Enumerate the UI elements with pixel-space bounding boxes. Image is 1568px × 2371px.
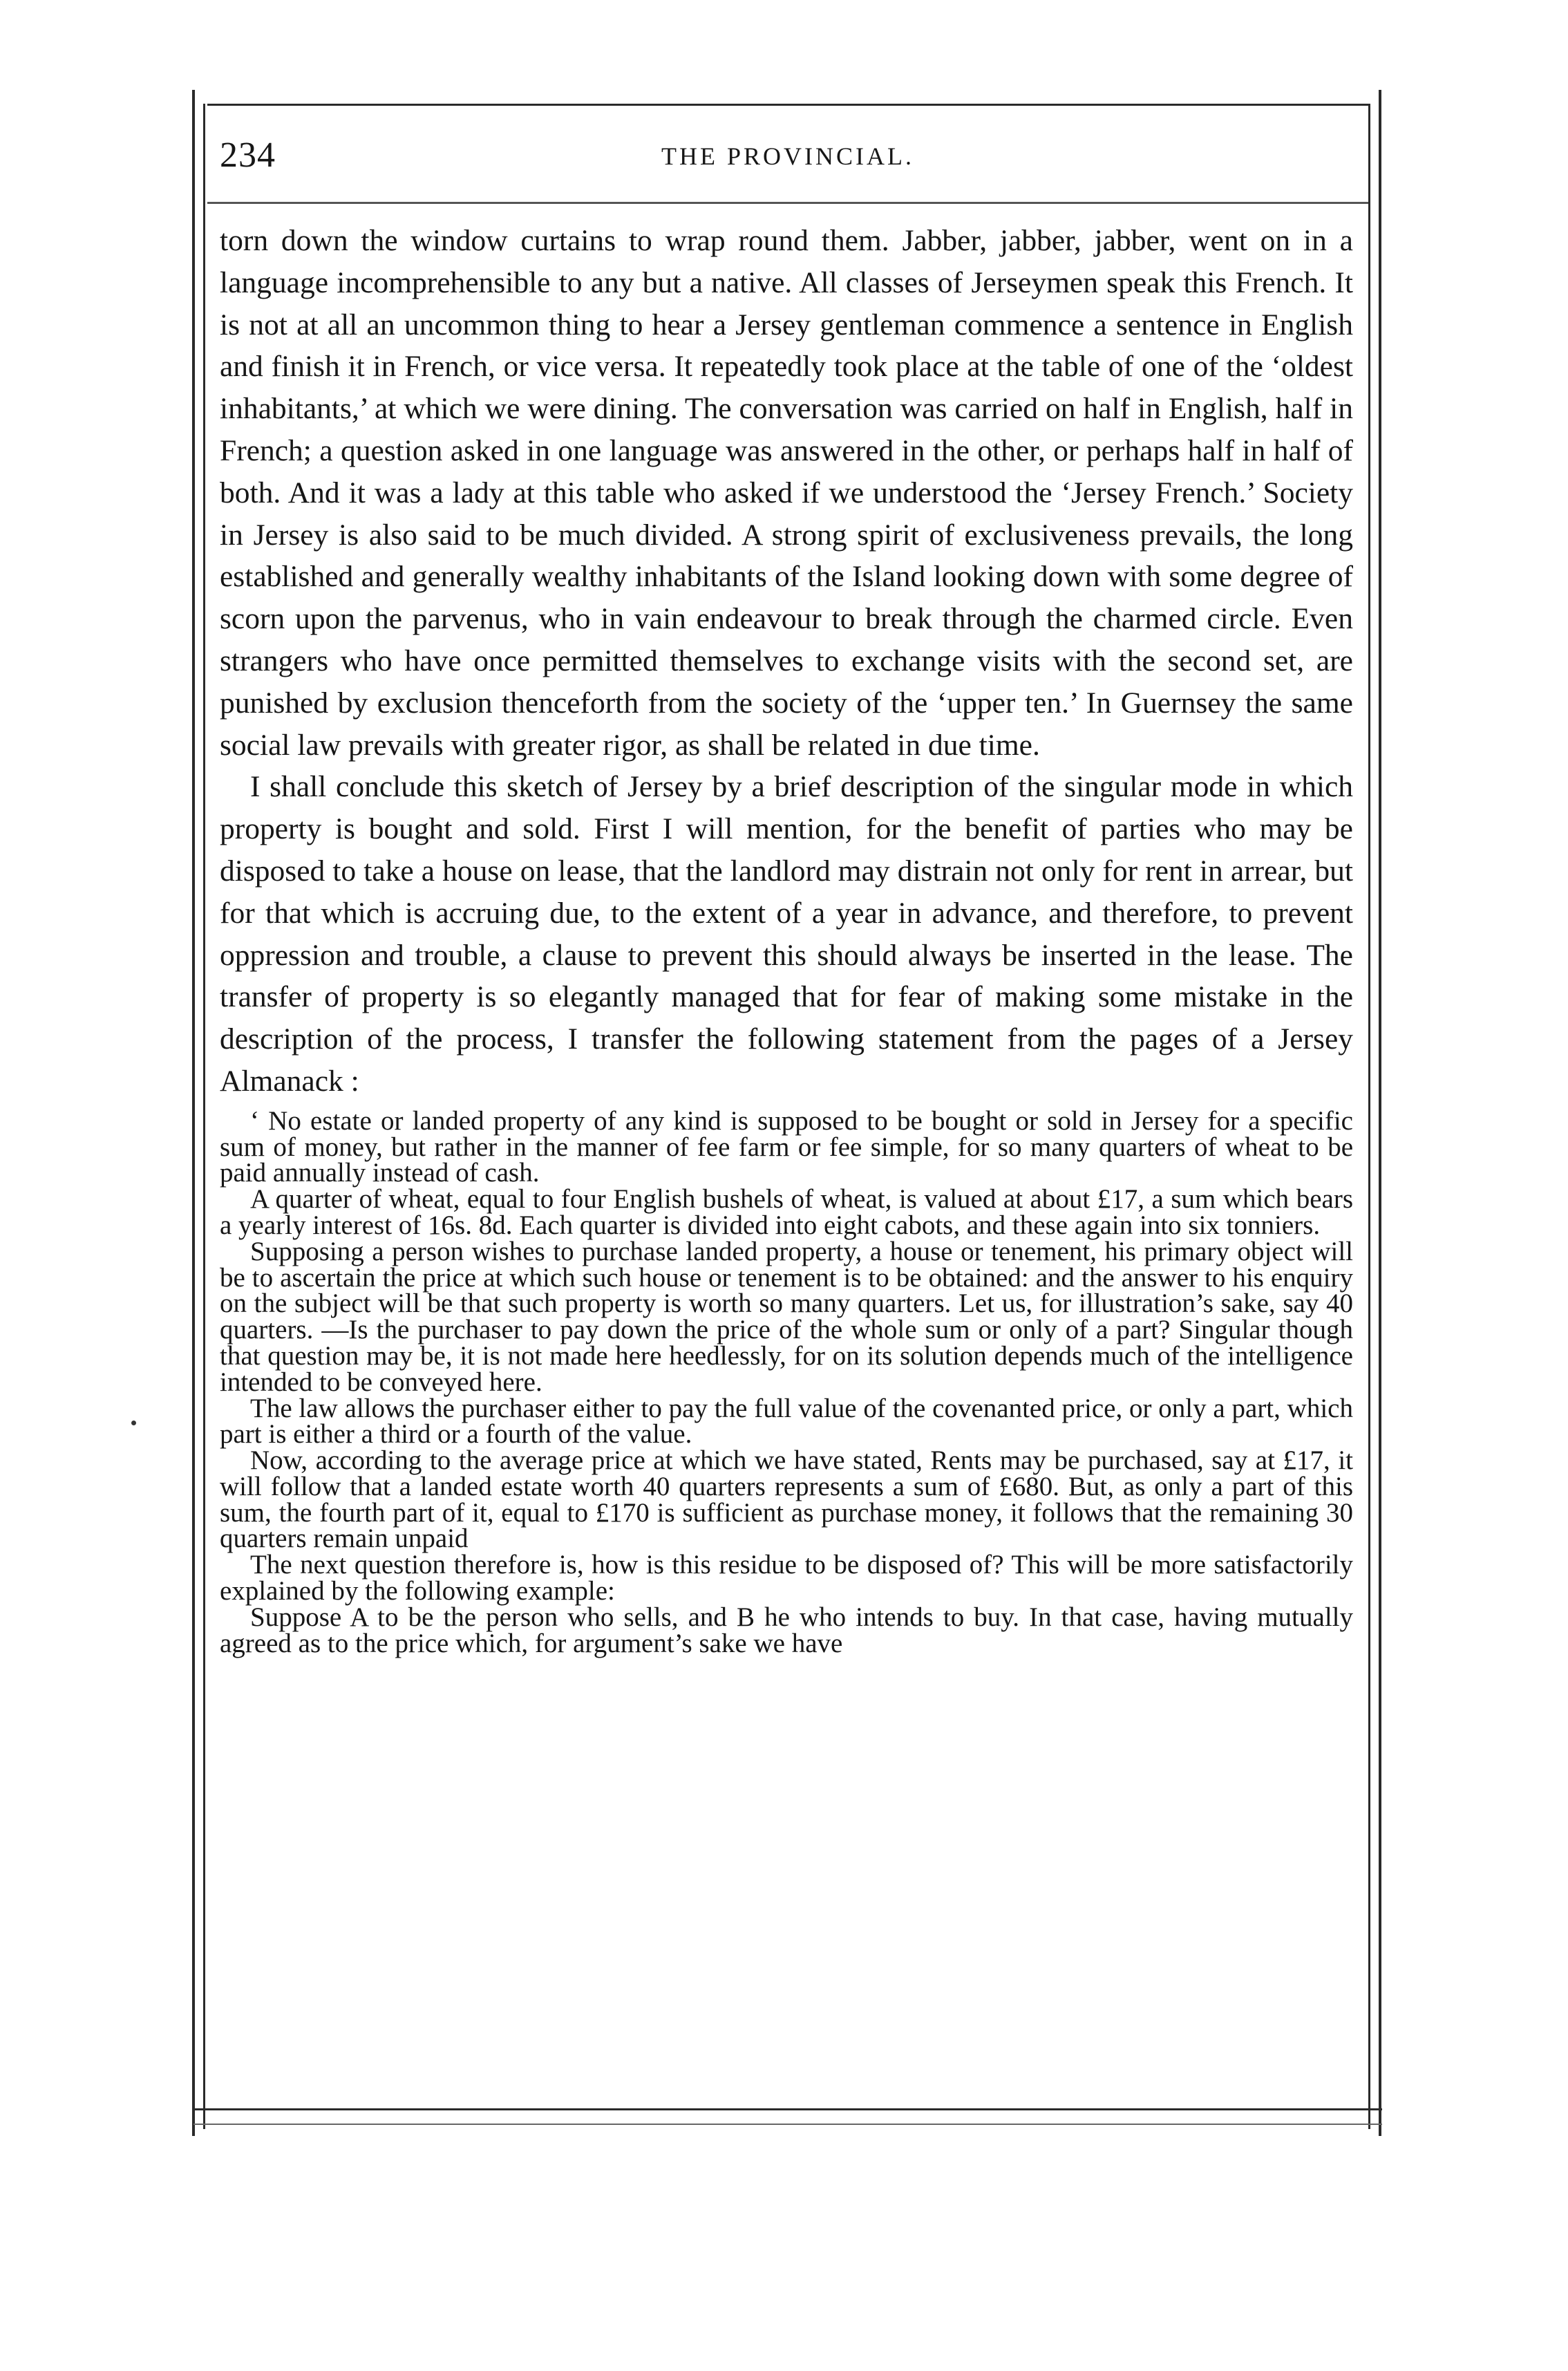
outer-left-border-rule	[192, 90, 195, 2136]
quote-paragraph-1: ‘ No estate or landed property of any kind is supposed to be bought or sold in Jersey for a specific sum of money, but rather in the manner of fee farm or fee simple, for so many quarters of wheat to be paid annually instead of cash.	[220, 1105, 1353, 1188]
almanack-quotation	[220, 1105, 1353, 1658]
text-column	[220, 220, 1353, 1656]
inner-right-border-rule	[1368, 104, 1370, 2129]
body-paragraph-1: torn down the window curtains to wrap round them. Jabber, jabber, jabber, went on in a language incomprehensible to any but a native. All classes of Jerseymen speak this French. It is not at all an uncommon thing to hear a Jersey gentleman commence a sentence in English and finish it in French, or vice versa. It repeatedly took place at the table of one of the ‘oldest inhabitants,’ at which we were dining. The conversation was carried on half in English, half in French; a question asked in one language was answered in the other, or perhaps half in half of both. And it was a lady at this table who asked if we understood the ‘Jersey French.’ Society in Jersey is also said to be much divided. A strong spirit of exclusiveness prevails, the long established and generally wealthy inhabitants of the Island looking down with some degree of scorn upon the parvenus, who in vain endeavour to break through the charmed circle. Even strangers who have once permitted themselves to exchange visits with the second set, are punished by exclusion thenceforth from the society of the ‘upper ten.’ In Guernsey the same social law prevails with greater rigor, as shall be related in due time.	[220, 224, 1353, 762]
page-number: 234	[220, 135, 276, 175]
header-divider-rule	[207, 202, 1368, 204]
quote-paragraph-7: Suppose A to be the person who sells, and B he who intends to buy. In that case, having mutually agreed as to the price which, for argument’s sake we have	[220, 1602, 1353, 1658]
quote-paragraph-4: The law allows the purchaser either to pay the full value of the covenanted price, or only a part, which part is either a third or a fourth of the value.	[220, 1393, 1353, 1450]
quote-paragraph-3: Supposing a person wishes to purchase landed property, a house or tenement, his primary object will be to ascertain the price at which such house or tenement is to be obtained: and the answer to his enquiry on the subject will be that such property is worth so many quarters. Let us, for illustration’s sake, say 40 quarters. —Is the purchaser to pay down the price of the whole sum or only of a part? Singular though that question may be, it is not made here heedlessly, for on its solution depends much of the intelligence intended to be conveyed here.	[220, 1236, 1353, 1397]
bottom-border-rule-lower	[193, 2124, 1382, 2125]
outer-right-border-rule	[1379, 90, 1381, 2136]
bottom-border-rule	[193, 2108, 1382, 2110]
running-head-title: THE PROVINCIAL.	[661, 142, 914, 170]
quote-paragraph-5: Now, according to the average price at which we have stated, Rents may be purchased, say at £17, it will follow that a landed estate worth 40 quarters represents a sum of £680. But, as only a part of this sum, the fourth part of it, equal to £170 is sufficient as purchase money, it follows that the remaining 30 quarters remain unpaid	[220, 1445, 1353, 1554]
margin-ink-dot	[131, 1421, 136, 1425]
inner-left-border-rule	[203, 104, 205, 2129]
quote-paragraph-2: A quarter of wheat, equal to four English bushels of wheat, is valued at about £17, a sum which bears a yearly interest of 16s. 8d. Each quarter is divided into eight cabots, and these again into six tonniers.	[220, 1184, 1353, 1240]
quote-paragraph-6: The next question therefore is, how is this residue to be disposed of? This will be more satisfactorily explained by the following example:	[220, 1550, 1353, 1606]
top-border-rule	[207, 104, 1368, 106]
body-paragraph-2: I shall conclude this sketch of Jersey by a brief description of the singular mode in which property is bought and sold. First I will mention, for the benefit of parties who may be disposed to take a house on lease, that the landlord may distrain not only for rent in arrear, but for that which is accruing due, to the extent of a year in advance, and therefore, to prevent oppression and trouble, a clause to prevent this should always be inserted in the lease. The transfer of property is so elegantly managed that for fear of making some mistake in the description of the process, I transfer the following statement from the pages of a Jersey Almanack :	[220, 770, 1353, 1098]
